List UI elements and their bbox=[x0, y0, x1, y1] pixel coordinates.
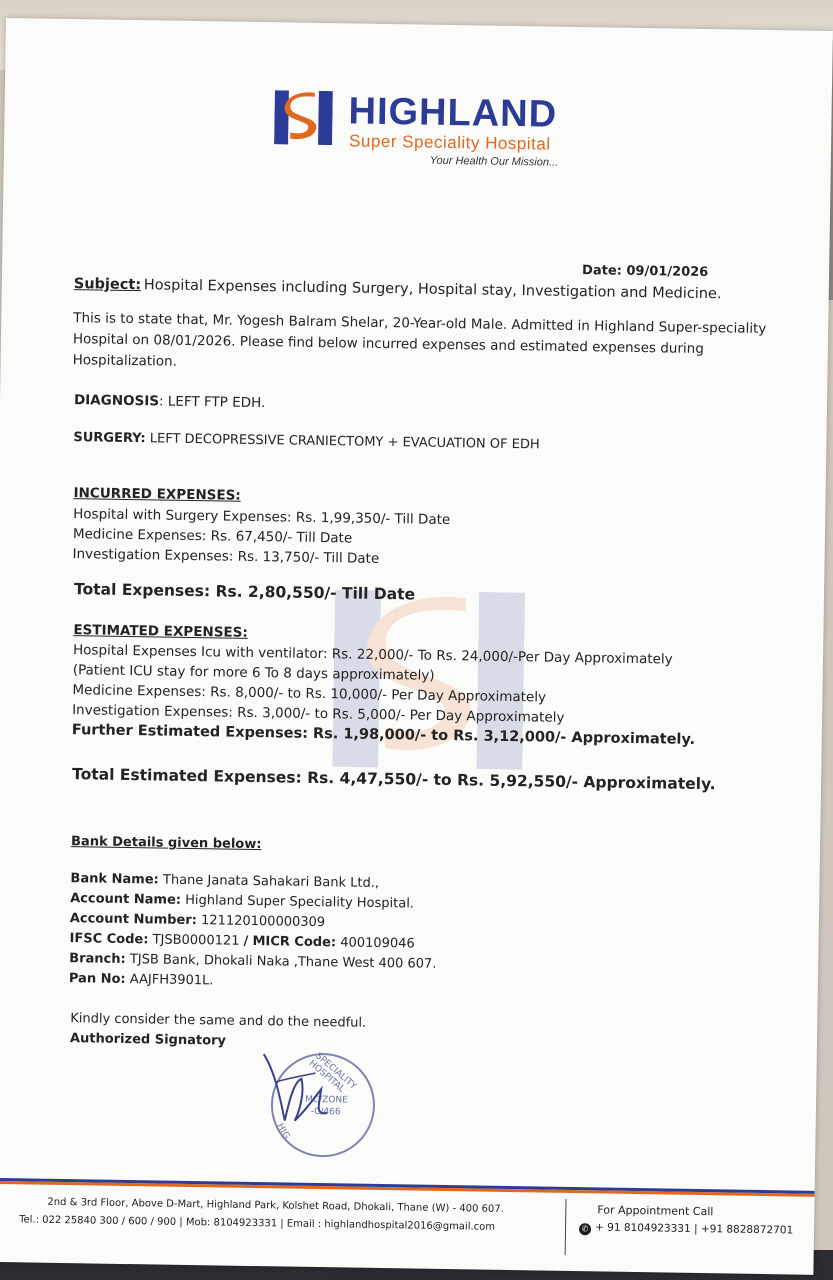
surgery bbox=[73, 430, 540, 452]
diagnosis-value: : LEFT FTP EDH. bbox=[158, 393, 266, 412]
account-name: Account Name: Highland Super Speciality Hospital. bbox=[70, 891, 415, 912]
hospital-name: HIGHLAND bbox=[348, 90, 558, 136]
closing-line: Kindly consider the same and do the needful. bbox=[70, 1011, 367, 1031]
incurred-item: Investigation Expenses: Rs. 13,750/- Till Date bbox=[72, 546, 380, 567]
incurred-item: Hospital with Surgery Expenses: Rs. 1,99,350/- Till Date bbox=[73, 506, 451, 529]
stamp-center-line-1: MC/ZONE bbox=[304, 1094, 348, 1106]
signature-icon bbox=[254, 1042, 386, 1164]
subject-text: Hospital Expenses including Surgery, Hospital stay, Investigation and Medicine. bbox=[143, 277, 722, 303]
pan-number: Pan No: AAJFH3901L. bbox=[68, 971, 214, 989]
appointment-numbers: ✆ + 91 8104923331 | +91 8828872701 bbox=[579, 1221, 793, 1238]
hospital-stamp bbox=[254, 1042, 386, 1164]
stamp-left-arc: HIG bbox=[274, 1121, 292, 1142]
footer-contact: Tel.: 022 25840 300 / 600 / 900 | Mob: 8104923331 | Email : highlandhospital2016@gmail.com bbox=[19, 1214, 496, 1233]
diagnosis-label: DIAGNOSIS bbox=[73, 392, 160, 410]
subject-label: Subject: bbox=[73, 276, 142, 294]
intro-line-1: This is to state that, Mr. Yogesh Balram Shelar, 20-Year-old Male. Admitted in Highland Super-speciality bbox=[73, 310, 767, 337]
whatsapp-icon: ✆ bbox=[579, 1223, 591, 1235]
intro-line-2: Hospital on 08/01/2026. Please find below incurred expenses and estimated expenses during bbox=[72, 331, 704, 358]
surgery-label: SURGERY: bbox=[73, 430, 146, 447]
appointment-label: For Appointment Call bbox=[597, 1203, 714, 1219]
account-number: Account Number: 121120100000309 bbox=[69, 911, 326, 931]
bank-heading: Bank Details given below: bbox=[70, 834, 262, 853]
estimated-heading: ESTIMATED EXPENSES: bbox=[73, 622, 248, 641]
diagnosis bbox=[74, 392, 266, 411]
estimated-item: (Patient ICU stay for more 6 To 8 days approximately) bbox=[72, 662, 435, 684]
estimated-item: Medicine Expenses: Rs. 8,000/- to Rs. 10,000/- Per Day Approximately bbox=[72, 682, 547, 706]
estimated-item: Hospital Expenses Icu with ventilator: Rs. 22,000/- To Rs. 24,000/-Per Day Approximately bbox=[72, 642, 673, 668]
incurred-item: Medicine Expenses: Rs. 67,450/- Till Date bbox=[72, 526, 353, 547]
estimated-total: Total Estimated Expenses: Rs. 4,47,550/- to Rs. 5,92,550/- Approximately. bbox=[71, 765, 716, 794]
footer-divider bbox=[565, 1199, 567, 1255]
stamp-top-arc: SPECIALITY HOSPITAL bbox=[306, 1051, 359, 1095]
letter-page bbox=[0, 18, 833, 1275]
further-estimated: Further Estimated Expenses: Rs. 1,98,000/- to Rs. 3,12,000/- Approximately. bbox=[71, 722, 696, 748]
incurred-heading: INCURRED EXPENSES: bbox=[73, 485, 241, 504]
branch: Branch: TJSB Bank, Dhokali Naka ,Thane West 400 607. bbox=[69, 951, 437, 972]
surgery-value: LEFT DECOPRESSIVE CRANIECTOMY + EVACUATION OF EDH bbox=[149, 431, 540, 453]
hospital-tagline: Your Health Our Mission... bbox=[429, 154, 559, 169]
stamp-center-line-2: -C/466 bbox=[310, 1106, 341, 1118]
estimated-item: Investigation Expenses: Rs. 3,000/- to Rs. 5,000/- Per Day Approximately bbox=[72, 702, 565, 726]
intro-line-3: Hospitalization. bbox=[72, 352, 178, 370]
hospital-logo bbox=[273, 90, 595, 195]
incurred-total: Total Expenses: Rs. 2,80,550/- Till Date bbox=[73, 580, 416, 604]
footer-address: 2nd & 3rd Floor, Above D-Mart, Highland Park, Kolshet Road, Dhokali, Thane (W) - 400 607. bbox=[47, 1196, 504, 1215]
ifsc-micr: IFSC Code: TJSB0000121 / MICR Code: 400109046 bbox=[69, 931, 415, 952]
bank-name: Bank Name: Thane Janata Sahakari Bank Ltd., bbox=[70, 871, 380, 891]
hospital-logo-mark-icon bbox=[274, 90, 333, 145]
letter-date: Date: 09/01/2026 bbox=[581, 263, 709, 281]
hospital-subtitle: Super Speciality Hospital bbox=[348, 131, 551, 154]
authorized-signatory: Authorized Signatory bbox=[69, 1031, 227, 1049]
